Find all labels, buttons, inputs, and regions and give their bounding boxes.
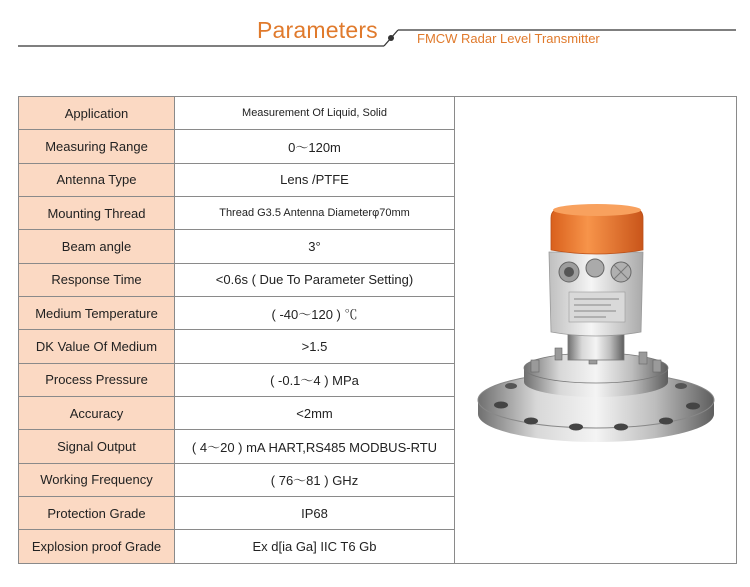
product-image-cell bbox=[455, 97, 737, 564]
spec-label: DK Value Of Medium bbox=[19, 330, 175, 363]
spec-label: Mounting Thread bbox=[19, 197, 175, 230]
page-title: Parameters bbox=[257, 17, 378, 43]
spec-label: Process Pressure bbox=[19, 363, 175, 396]
spec-label: Explosion proof Grade bbox=[19, 530, 175, 564]
spec-value: >1.5 bbox=[175, 330, 455, 363]
spec-value: ( -0.1～4 ) MPa bbox=[175, 363, 455, 396]
page-header bbox=[0, 0, 750, 60]
spec-value: ( 4～20 ) mA HART,RS485 MODBUS-RTU bbox=[175, 430, 455, 463]
spec-label: Accuracy bbox=[19, 397, 175, 430]
spec-value: Measurement Of Liquid, Solid bbox=[175, 97, 455, 130]
spec-label: Signal Output bbox=[19, 430, 175, 463]
spec-value: ( 76～81 ) GHz bbox=[175, 463, 455, 496]
spec-label: Measuring Range bbox=[19, 130, 175, 163]
spec-label: Antenna Type bbox=[19, 163, 175, 196]
spec-value: ( -40～120 ) ℃ bbox=[175, 297, 455, 330]
spec-label: Application bbox=[19, 97, 175, 130]
spec-label: Response Time bbox=[19, 263, 175, 296]
table-row bbox=[19, 97, 737, 130]
radar-level-transmitter-icon bbox=[471, 200, 721, 460]
page-subtitle: FMCW Radar Level Transmitter bbox=[417, 31, 600, 46]
parameters-table bbox=[18, 96, 737, 564]
spec-label: Beam angle bbox=[19, 230, 175, 263]
spec-value: Thread G3.5 Antenna Diameterφ70mm bbox=[175, 197, 455, 230]
spec-value: 3° bbox=[175, 230, 455, 263]
spec-value: <2mm bbox=[175, 397, 455, 430]
spec-value: <0.6s ( Due To Parameter Setting) bbox=[175, 263, 455, 296]
spec-value: Lens /PTFE bbox=[175, 163, 455, 196]
spec-value: 0～120m bbox=[175, 130, 455, 163]
spec-value: IP68 bbox=[175, 497, 455, 530]
spec-value: Ex d[ia Ga] IIC T6 Gb bbox=[175, 530, 455, 564]
spec-label: Working Frequency bbox=[19, 463, 175, 496]
spec-label: Medium Temperature bbox=[19, 297, 175, 330]
spec-label: Protection Grade bbox=[19, 497, 175, 530]
